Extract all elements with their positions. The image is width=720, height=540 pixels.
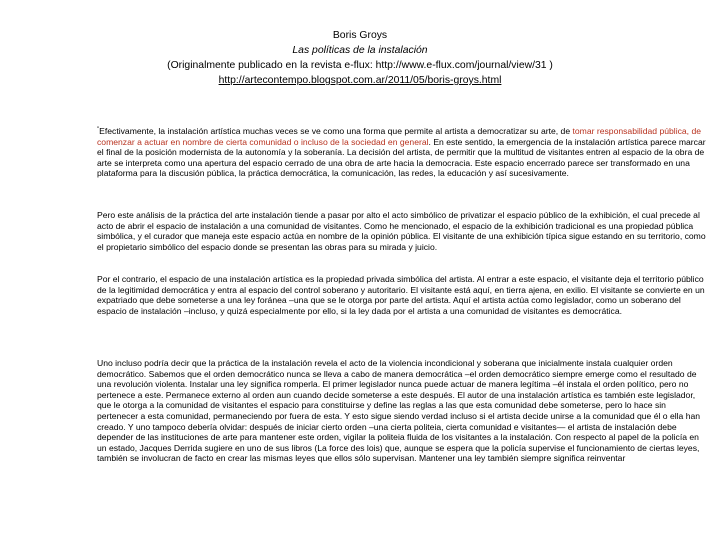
source-link[interactable]: http://artecontempo.blogspot.com.ar/2011/05/boris-groys.html — [218, 75, 502, 86]
author-name: Boris Groys — [332, 30, 388, 41]
article-title: Las políticas de la instalación — [292, 45, 428, 56]
paragraph-1-text-b: . En este sentido, la emergencia de la instalación artística parece marcar el final de la posición modernista de la autonomía y la soberanía. La decisión del artista, de permitir que la multitud de visitantes entren al espacio de la obra de arte se interpreta como una apertura del espacio cerrado de una obra de arte hacia la democracia. Este espacio encerrado parece ser transformado en una plataforma para la discusión pública, la práctica democrática, la comunicación, las redes, la educación y así sucesivamente. — [97, 136, 706, 179]
quote-mark: " — [97, 127, 100, 133]
paragraph-1 — [97, 126, 709, 179]
source-note: (Originalmente publicado en la revista e-flux: http://www.e-flux.com/journal/view/31 ) — [167, 60, 553, 71]
paragraph-2: Pero este análisis de la práctica del arte instalación tiende a pasar por alto el acto simbólico de privatizar el espacio público de la exhibición, el cual precede al acto de abrir el espacio de instalación a una comunidad de visitantes. Como he mencionado, el espacio de la exhibición tradicional es una propiedad pública simbólica, y el curador que maneja este espacio actúa en nombre de la opinión pública. El visitante de una exhibición típica sigue estando en su territorio, como el propietario simbólico del espacio donde se presentan las obras para su mirada y juicio. — [97, 210, 706, 252]
paragraph-1-text-a: Efectivamente, la instalación artística muchas veces se ve como una forma que permite al artista a democratizar su arte, de — [99, 126, 573, 136]
paragraph-1-highlight: tomar responsabilidad pública, de comenzar a actuar en nombre de cierta comunidad o incluso de la sociedad en general — [97, 126, 702, 147]
paragraph-3: Por el contrario, el espacio de una instalación artística es la propiedad privada simbólica del artista. Al entrar a este espacio, el visitante deja el territorio público de la legitimidad democrática y entra al espacio del control soberano y autoritario. El visitante está aquí, en tierra ajena, en exilio. El visitante se convierte en un expatriado que debe someterse a una ley foránea –una que se le otorga por parte del artista. Aquí el artista actúa como legislador, como un soberano del espacio de instalación –incluso, y quizá especialmente por ello, si la ley dada por el artista a una comunidad de visitantes es democrática. — [97, 274, 705, 316]
paragraph-4: Uno incluso podría decir que la práctica de la instalación revela el acto de la violencia incondicional y soberana que inicialmente instala cualquier orden democrático. Sabemos que el orden democrático nunca se lleva a cabo de manera democrática –el orden democrático siempre emerge como el resultado de una revolución violenta. Instalar una ley significa romperla. El primer legislador nunca puede actuar de manera legítima –él instala el orden político, pero no pertenece a este. Permanece externo al orden aun cuando decide someterse a este después. El autor de una instalación artística es también este legislador, que le otorga a la comunidad de visitantes el espacio para constituirse y define las reglas a las que esta comunidad debe someterse, pero lo hace sin pertenecer a esta comunidad, permaneciendo por fuera de esta. Y esto sigue siendo verdad incluso si el artista decide unirse a la comunidad que él o ella han creado. Y uno tampoco debería olvidar: después de iniciar cierto orden –una cierta politeia, cierta comunidad e visitantes— el artista de instalación debe depender de las instituciones de arte para mantener este orden, vigilar la politeia fluida de los visitantes a la instalación. Con respecto al papel de la policía en un estado, Jacques Derrida sugiere en uno de sus libros (La force des lois) que, aunque se espera que la policía supervise el funcionamiento de ciertas leyes, también se involucran de facto en crear las mismas leyes que ellos sólo supervisan. Mantener una ley también siempre significa reinventar — [97, 358, 701, 464]
document-header — [0, 28, 720, 88]
